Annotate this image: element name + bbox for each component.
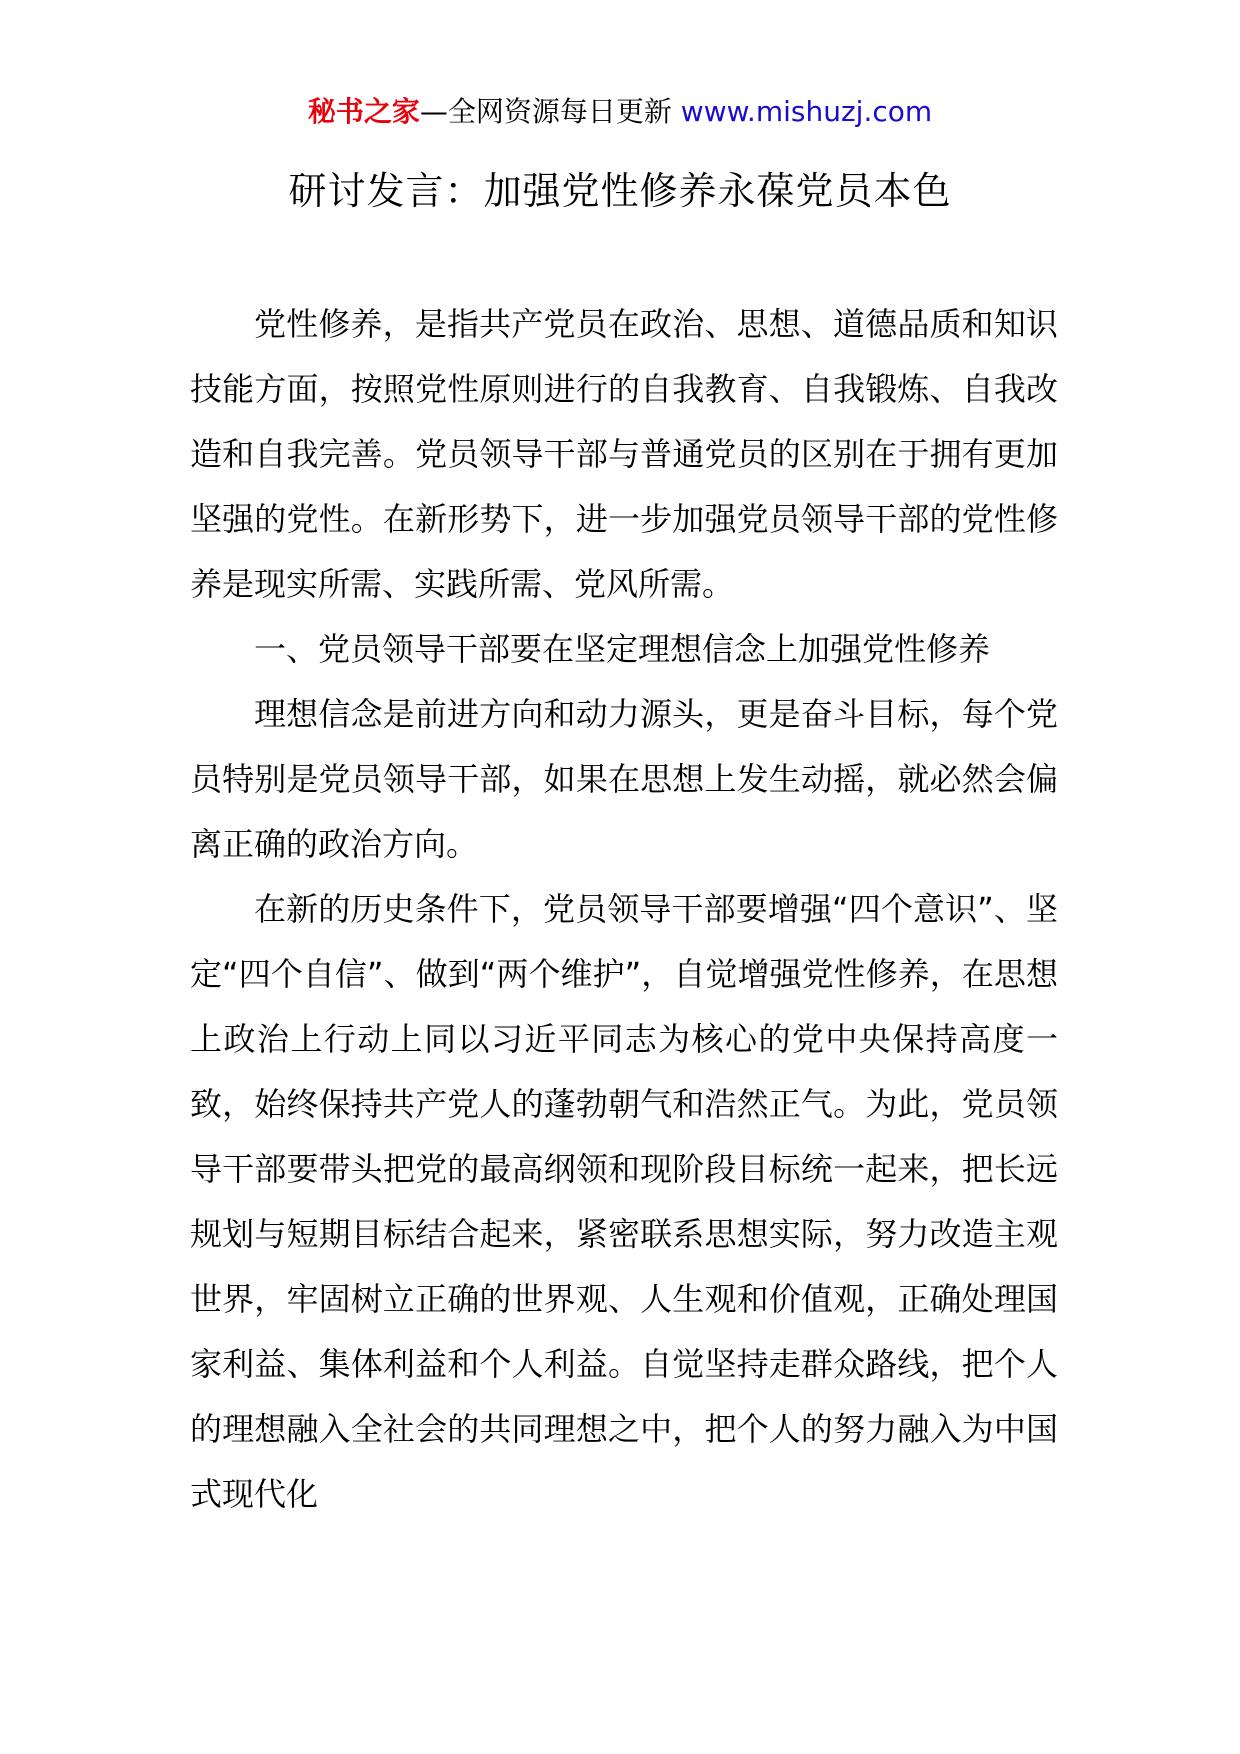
document-title: 研讨发言：加强党性修养永葆党员本色	[288, 169, 952, 213]
site-header	[0, 92, 1240, 132]
body-paragraph: 理想信念是前进方向和动力源头，更是奋斗目标，每个党员特别是党员领导干部，如果在思想上发生动摇，就必然会偏离正确的政治方向。	[190, 695, 1058, 863]
header-tagline: —全网资源每日更新	[419, 95, 672, 128]
body-paragraph: 在新的历史条件下，党员领导干部要增强“四个意识”、坚定“四个自信”、做到“两个维护”，自觉增强党性修养，在思想上政治上行动上同以习近平同志为核心的党中央保持高度一致，始终保持共产党人的蓬勃朝气和浩然正气。为此，党员领导干部要带头把党的最高纲领和现阶段目标统一起来，把长远规划与短期目标结合起来，紧密联系思想实际，努力改造主观世界，牢固树立正确的世界观、人生观和价值观，正确处理国家利益、集体利益和个人利益。自觉坚持走群众路线，把个人的理想融入全社会的共同理想之中，把个人的努力融入为中国式现代化	[190, 890, 1058, 1513]
document-body	[190, 292, 1058, 1527]
section-heading-1: 一、党员领导干部要在坚定理想信念上加强党性修养	[254, 630, 991, 668]
site-url-link[interactable]: www.mishuzj.com	[680, 95, 933, 128]
intro-paragraph: 党性修养，是指共产党员在政治、思想、道德品质和知识技能方面，按照党性原则进行的自我教育、自我锻炼、自我改造和自我完善。党员领导干部与普通党员的区别在于拥有更加坚强的党性。在新形势下，进一步加强党员领导干部的党性修养是现实所需、实践所需、党风所需。	[190, 305, 1058, 603]
brand-name: 秘书之家	[307, 95, 420, 128]
